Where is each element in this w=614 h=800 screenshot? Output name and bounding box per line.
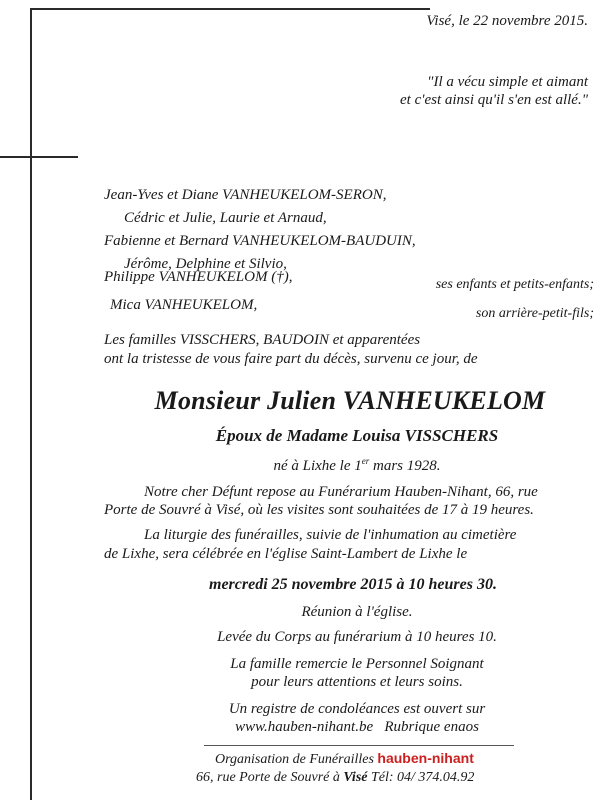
liturgy-line-2: de Lixhe, sera célébrée en l'église Saint-Lambert de Lixhe le [104, 546, 468, 562]
relation-great-grandson: son arrière-petit-fils; [475, 306, 594, 321]
meeting-line: Réunion à l'église. [301, 604, 413, 620]
family-line-3: Fabienne et Bernard VANHEUKELOM-BAUDUIN, [104, 233, 416, 249]
frame-top-border [30, 8, 430, 10]
address-street: 66, rue Porte de Souvré à [196, 770, 340, 785]
registry-line-1: Un registre de condoléances est ouvert sur [228, 701, 486, 717]
family-line-2: Cédric et Julie, Laurie et Arnaud, [124, 210, 327, 226]
registry-section: Rubrique enaos [384, 719, 479, 735]
footer-organisation [215, 750, 474, 768]
thanks-line-2: pour leurs attentions et leurs soins. [251, 674, 463, 690]
registry-line-2 [100, 718, 614, 736]
quote-line-1: "Il a vécu simple et aimant [427, 74, 588, 90]
ceremony-date: mercredi 25 novembre 2015 à 10 heures 30. [209, 576, 497, 593]
deceased-name: Monsieur Julien VANHEUKELOM [154, 386, 546, 415]
quote-line-2: et c'est ainsi qu'il s'en est allé." [400, 92, 588, 108]
relation-children: ses enfants et petits-enfants; [435, 277, 594, 292]
org-prefix: Organisation de Funérailles [215, 752, 374, 767]
liturgy-line-1: La liturgie des funérailles, suivie de l'inhumation au cimetière [144, 527, 517, 543]
footer-divider [204, 745, 514, 746]
levee-line: Levée du Corps au funérarium à 10 heures 10. [217, 629, 497, 645]
cross-vertical-line [30, 8, 32, 800]
birth-prefix: né à Lixhe le 1 [273, 458, 362, 474]
address-city: Visé [343, 770, 368, 785]
wake-line-1: Notre cher Défunt repose au Funérarium Hauben-Nihant, 66, rue [144, 484, 538, 500]
place-date: Visé, le 22 novembre 2015. [426, 13, 588, 29]
family-line-1: Jean-Yves et Diane VANHEUKELOM-SERON, [104, 187, 387, 203]
birth-line [100, 457, 614, 475]
spouse-line: Époux de Madame Louisa VISSCHERS [215, 426, 499, 445]
wake-line-2: Porte de Souvré à Visé, où les visites sont souhaitées de 17 à 19 heures. [104, 502, 534, 518]
birth-superscript: er [361, 456, 370, 466]
family-line-5: Philippe VANHEUKELOM (†), [104, 269, 293, 285]
family-line-6: Mica VANHEUKELOM, [110, 297, 258, 313]
announcement-line: ont la tristesse de vous faire part du décès, survenu ce jour, de [104, 351, 478, 367]
cross-horizontal-bar [0, 156, 78, 158]
family-line-7: Les familles VISSCHERS, BAUDOIN et apparentées [104, 332, 421, 348]
birth-suffix: mars 1928. [369, 458, 441, 474]
footer-address [196, 769, 474, 786]
thanks-line-1: La famille remercie le Personnel Soignant [230, 656, 484, 672]
phone-number: Tél: 04/ 374.04.92 [370, 770, 475, 785]
family-line-4: Jérôme, Delphine et Silvio, [124, 256, 287, 272]
org-logo-text: hauben-nihant [377, 750, 474, 766]
registry-url[interactable]: www.hauben-nihant.be [235, 719, 374, 735]
